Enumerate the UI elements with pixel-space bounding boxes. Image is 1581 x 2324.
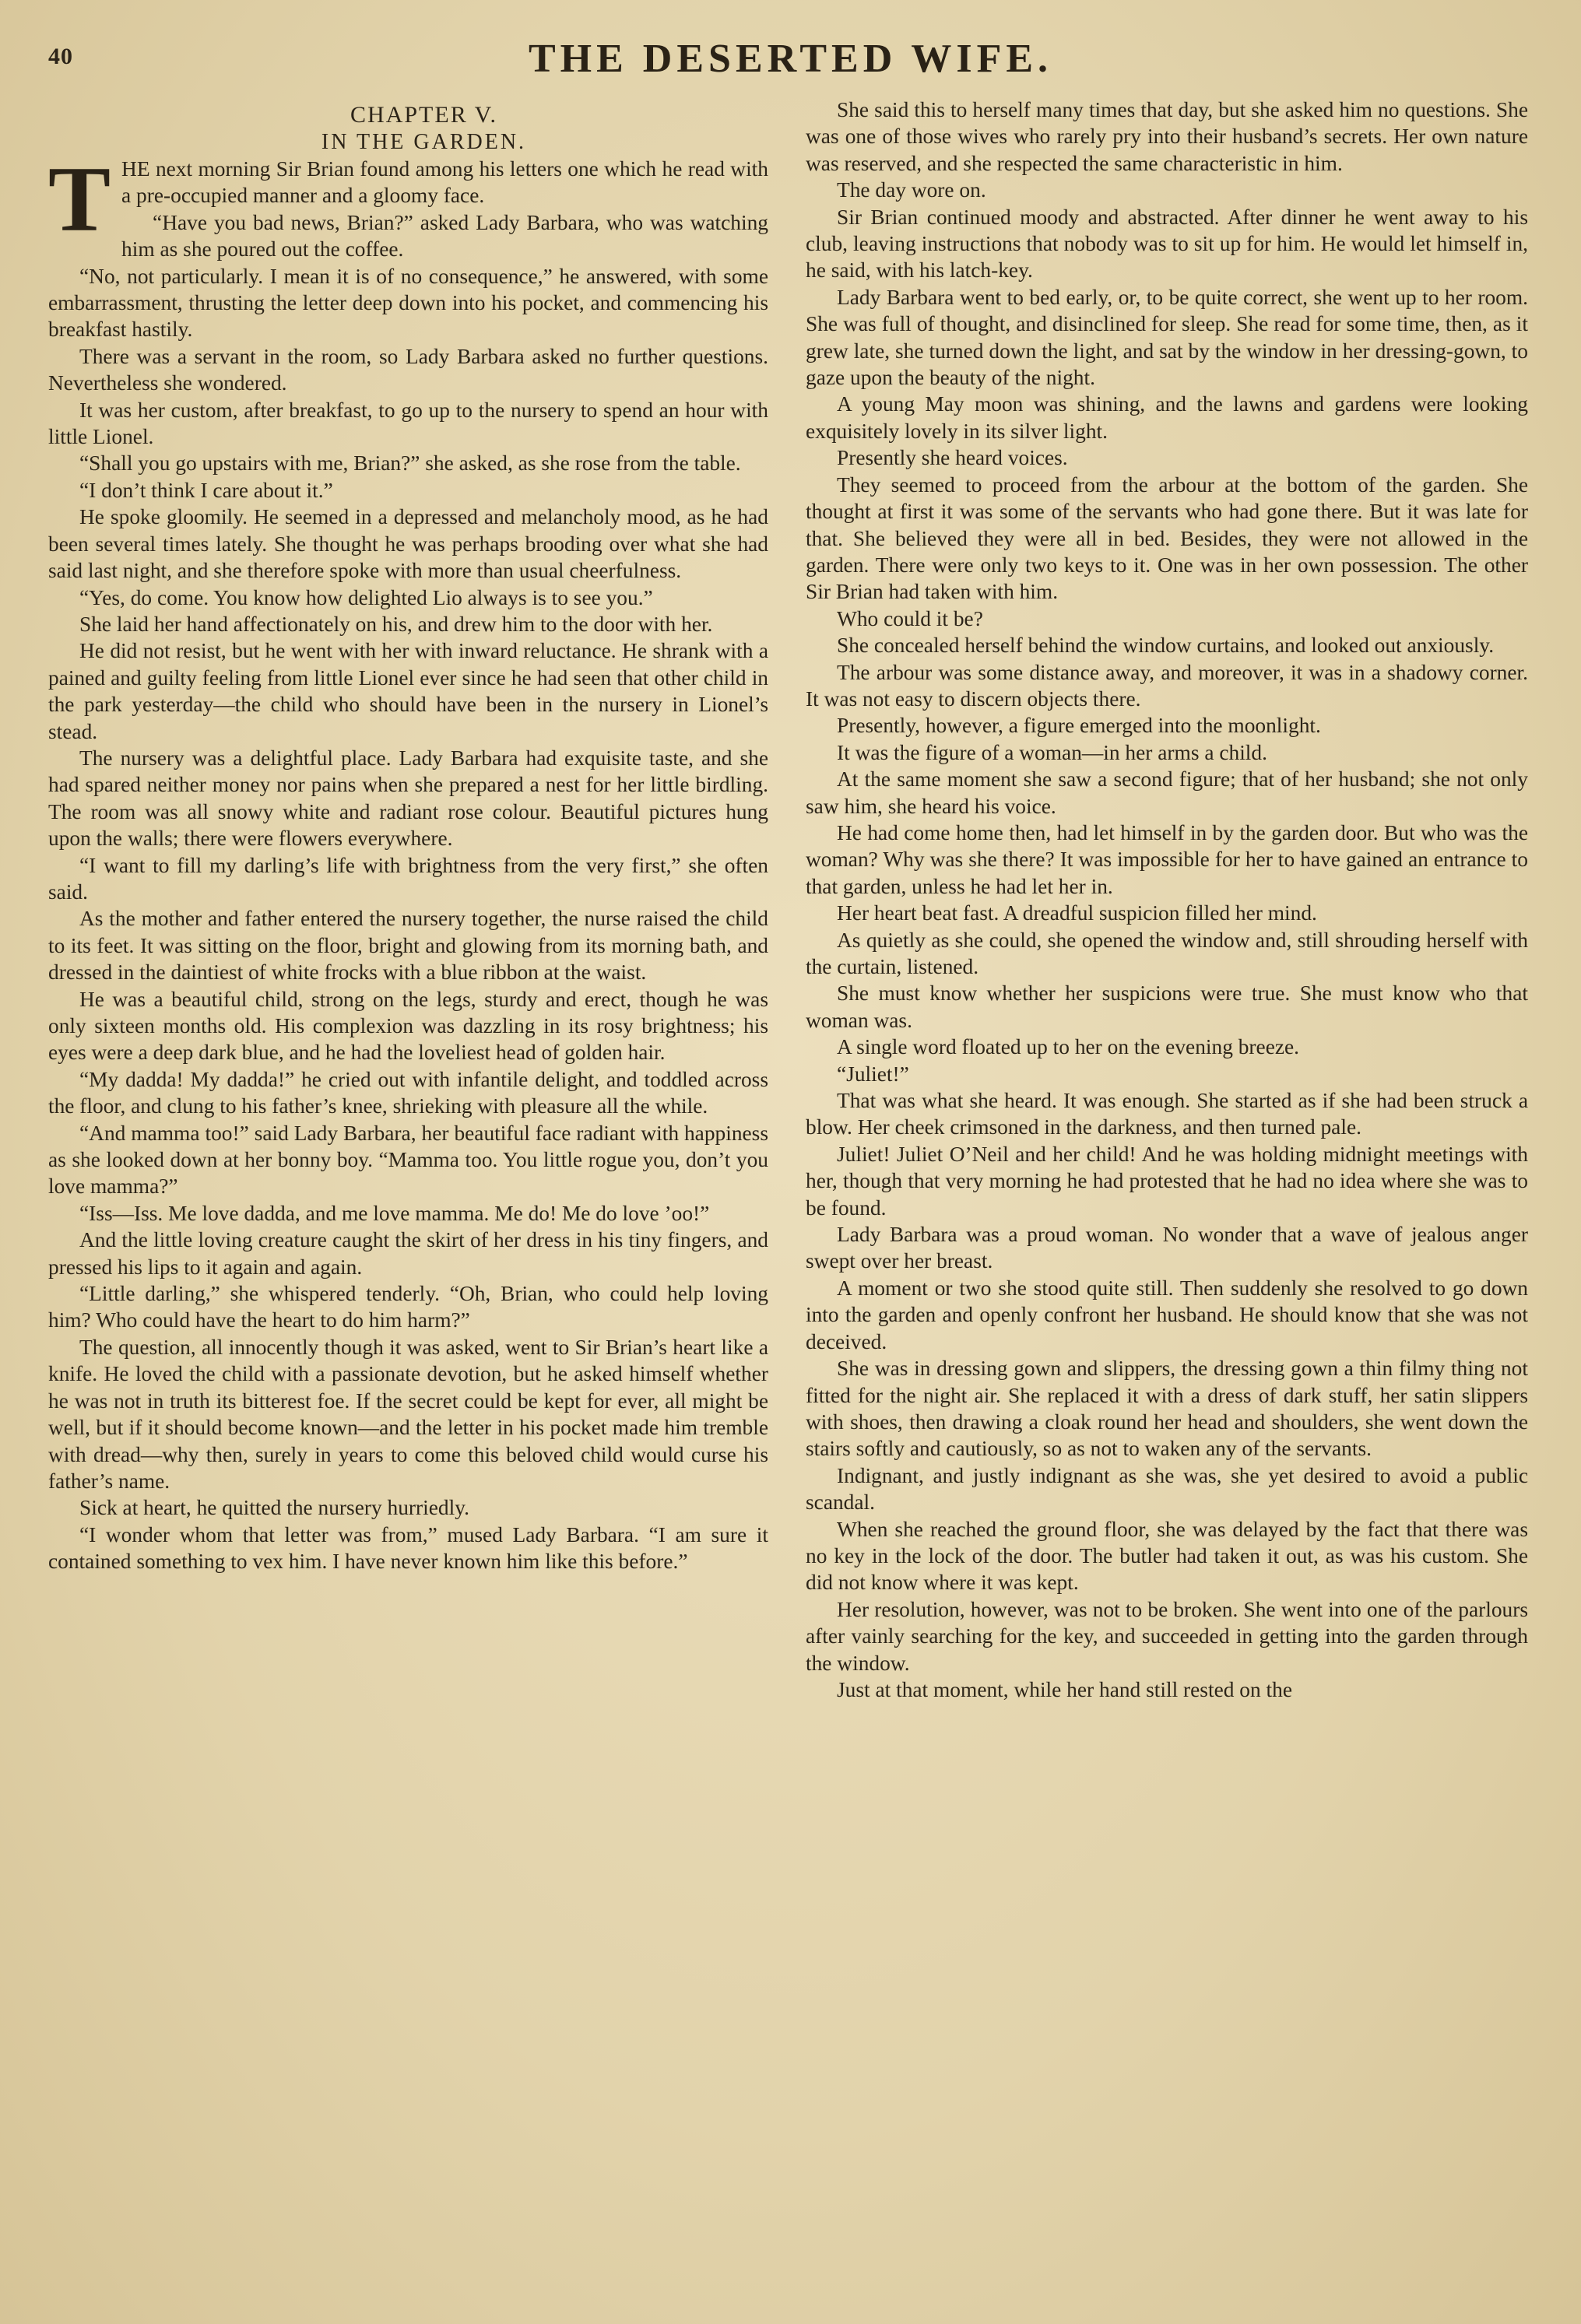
paragraph: “Yes, do come. You know how delighted Lio always is to see you.” <box>79 585 653 609</box>
paragraph: She laid her hand affectionately on his, and drew him to the door with her. <box>79 612 713 636</box>
paragraph: It was the figure of a woman—in her arms a child. <box>837 740 1267 764</box>
paragraph: “No, not particularly. I mean it is of no consequence,” he answered, with some embarrassment, thrusting the letter deep down into his pocket, and commencing his breakfast hastily. <box>48 264 768 342</box>
paragraph: She must know whether her suspicions were true. She must know who that woman was. <box>806 981 1528 1032</box>
paragraph: And the little loving creature caught the skirt of her dress in his tiny fingers, and pressed his lips to it again and again. <box>48 1228 768 1279</box>
paragraph: When she reached the ground floor, she was delayed by the fact that there was no key in the lock of the door. The butler had taken it out, as was his custom. She did not know where it was kept. <box>806 1517 1528 1595</box>
paragraph: They seemed to proceed from the arbour at the bottom of the garden. She thought at first it was some of the servants who had gone there. But it was late for that. She believed they were all in bed. Besides, they were not allowed in the garden. There were only two keys to it. One was in her own possession. The other Sir Brian had taken with him. <box>806 472 1528 604</box>
paragraph: The question, all innocently though it was asked, went to Sir Brian’s heart like a knife. He loved the child with a passionate devotion, but he asked himself whether he was not in truth its bitterest foe. If the secret could be kept for ever, all might be well, but if it should become known—and the letter in his pocket made him tremble with dread—why then, surely in years to come this beloved child would curse his father’s name. <box>48 1335 768 1493</box>
paragraph: She said this to herself many times that day, but she asked him no questions. She was one of those wives who rarely pry into their husband’s secrets. Her own nature was reserved, and she respected the same characteristic in him. <box>806 98 1528 175</box>
page-number: 40 <box>48 44 73 69</box>
paragraph: He was a beautiful child, strong on the legs, sturdy and erect, though he was only sixteen months old. His complexion was dazzling in its rosy brightness; his eyes were a deep dark blue, and he had the loveliest head of golden hair. <box>48 987 768 1065</box>
paragraph: She was in dressing gown and slippers, the dressing gown a thin filmy thing not fitted for the night air. She replaced it with a dress of dark stuff, her satin slippers with shoes, then drawing a cloak round her head and shoulders, she went down the stairs softly and cautiously, so as not to waken any of the servants. <box>806 1357 1528 1461</box>
paragraph: “I wonder whom that letter was from,” mused Lady Barbara. “I am sure it contained something to vex him. I have never known him like this before.” <box>48 1522 768 1574</box>
paragraph: As quietly as she could, she opened the window and, still shrouding herself with the curtain, listened. <box>806 928 1528 978</box>
drop-cap: T <box>48 147 111 251</box>
paragraph: Juliet! Juliet O’Neil and her child! And he was holding midnight meetings with her, though that very morning he had protested that he had no idea where she was to be found. <box>806 1142 1528 1220</box>
right-paragraphs <box>806 97 1528 1703</box>
paragraph: “Iss—Iss. Me love dadda, and me love mamma. Me do! Me do love ’oo!” <box>79 1201 710 1225</box>
paragraph: The day wore on. <box>837 178 986 202</box>
first-paragraph-text: HE next morning Sir Brian found among his letters one which he read with a pre-occupied manner and a gloomy face. <box>121 157 768 208</box>
right-column <box>806 97 1528 1703</box>
paragraph: Her heart beat fast. A dreadful suspicion filled her mind. <box>837 901 1317 925</box>
paragraph: “Have you bad news, Brian?” asked Lady Barbara, who was watching him as she poured out the coffee. <box>121 210 768 262</box>
paragraph: “I don’t think I care about it.” <box>79 478 333 502</box>
paragraph: “I want to fill my darling’s life with brightness from the very first,” she often said. <box>48 853 768 904</box>
paragraph: There was a servant in the room, so Lady Barbara asked no further questions. Nevertheless she wondered. <box>48 344 768 395</box>
paragraph: As the mother and father entered the nursery together, the nurse raised the child to its feet. It was sitting on the floor, bright and glowing from its morning bath, and dressed in the daintiest of white frocks with a blue ribbon at the waist. <box>48 907 768 985</box>
paragraph: She concealed herself behind the window curtains, and looked out anxiously. <box>837 634 1495 658</box>
paragraph: Sick at heart, he quitted the nursery hurriedly. <box>79 1496 469 1520</box>
paragraph: Presently she heard voices. <box>837 446 1068 470</box>
paragraph: “Shall you go upstairs with me, Brian?” she asked, as she rose from the table. <box>79 451 741 476</box>
paragraph: Lady Barbara was a proud woman. No wonder that a wave of jealous anger swept over her breast. <box>806 1223 1528 1273</box>
paragraph: “Little darling,” she whispered tenderly. “Oh, Brian, who could help loving him? Who could have the heart to do him harm?” <box>48 1282 768 1332</box>
paragraph: That was what she heard. It was enough. She started as if she had been struck a blow. Her cheek crimsoned in the darkness, and then turned pale. <box>806 1089 1528 1139</box>
paragraph: Sir Brian continued moody and abstracted. After dinner he went away to his club, leaving instructions that nobody was to sit up for him. He would let himself in, he said, with his latch-key. <box>806 205 1528 283</box>
paragraph: Her resolution, however, was not to be broken. She went into one of the parlours after vainly searching for the key, and succeeded in getting into the garden through the window. <box>806 1597 1528 1675</box>
paragraph: The arbour was some distance away, and moreover, it was in a shadowy corner. It was not easy to discern objects there. <box>806 660 1528 711</box>
left-paragraphs <box>48 209 768 1575</box>
paragraph: A moment or two she stood quite still. Then suddenly she resolved to go down into the garden and openly confront her husband. He should know that she was not deceived. <box>806 1276 1528 1353</box>
chapter-title: IN THE GARDEN. <box>321 130 527 154</box>
paragraph: A young May moon was shining, and the lawns and gardens were looking exquisitely lovely in its silver light. <box>806 392 1528 443</box>
running-title: THE DESERTED WIFE. <box>528 37 1053 81</box>
paragraph: The nursery was a delightful place. Lady Barbara had exquisite taste, and she had spared neither money nor pains when she prepared a nest for her little birdling. The room was all snowy white and radiant rose colour. Beautiful pictures hung upon the walls; there were flowers everywhere. <box>48 746 768 851</box>
paragraph: He spoke gloomily. He seemed in a depressed and melancholy mood, as he had been several times lately. She thought he was perhaps brooding over what she had said last night, and she therefore spoke with more than usual cheerfulness. <box>48 505 768 583</box>
left-column <box>48 101 768 1575</box>
paragraph: Just at that moment, while her hand still rested on the <box>837 1677 1292 1701</box>
chapter-number: CHAPTER V. <box>350 102 497 128</box>
paragraph: Indignant, and justly indignant as she was, she yet desired to avoid a public scandal. <box>806 1463 1528 1515</box>
paragraph: Who could it be? <box>837 606 983 630</box>
paragraph: Lady Barbara went to bed early, or, to be quite correct, she went up to her room. She was full of thought, and disinclined for sleep. She read for some time, then, as it grew late, she turned down the light, and sat by the window in her dressing-gown, to gaze upon the beauty of the night. <box>806 285 1528 390</box>
paragraph: It was her custom, after breakfast, to go up to the nursery to spend an hour with little Lionel. <box>48 398 768 449</box>
paragraph: He did not resist, but he went with her with inward reluctance. He shrank with a pained and guilty feeling from little Lionel ever since he had seen that other child in the park yesterday—the child who should have been in the nursery in Lionel’s stead. <box>48 639 768 743</box>
paragraph: A single word floated up to her on the evening breeze. <box>837 1035 1300 1059</box>
paragraph: “Juliet!” <box>837 1062 909 1086</box>
paragraph: Presently, however, a figure emerged into the moonlight. <box>837 714 1321 738</box>
paragraph: “My dadda! My dadda!” he cried out with infantile delight, and toddled across the floor, and clung to his father’s knee, shrieking with pleasure all the while. <box>48 1067 768 1118</box>
paragraph: “And mamma too!” said Lady Barbara, her beautiful face radiant with happiness as she looked down at her bonny boy. “Mamma too. You little rogue you, don’t you love mamma?” <box>48 1121 768 1199</box>
paragraph: At the same moment she saw a second figure; that of her husband; she not only saw him, she heard his voice. <box>806 767 1528 818</box>
paragraph: He had come home then, had let himself in by the garden door. But who was the woman? Why was she there? It was impossible for her to have gained an entrance to that garden, unless he had let her in. <box>806 820 1528 898</box>
